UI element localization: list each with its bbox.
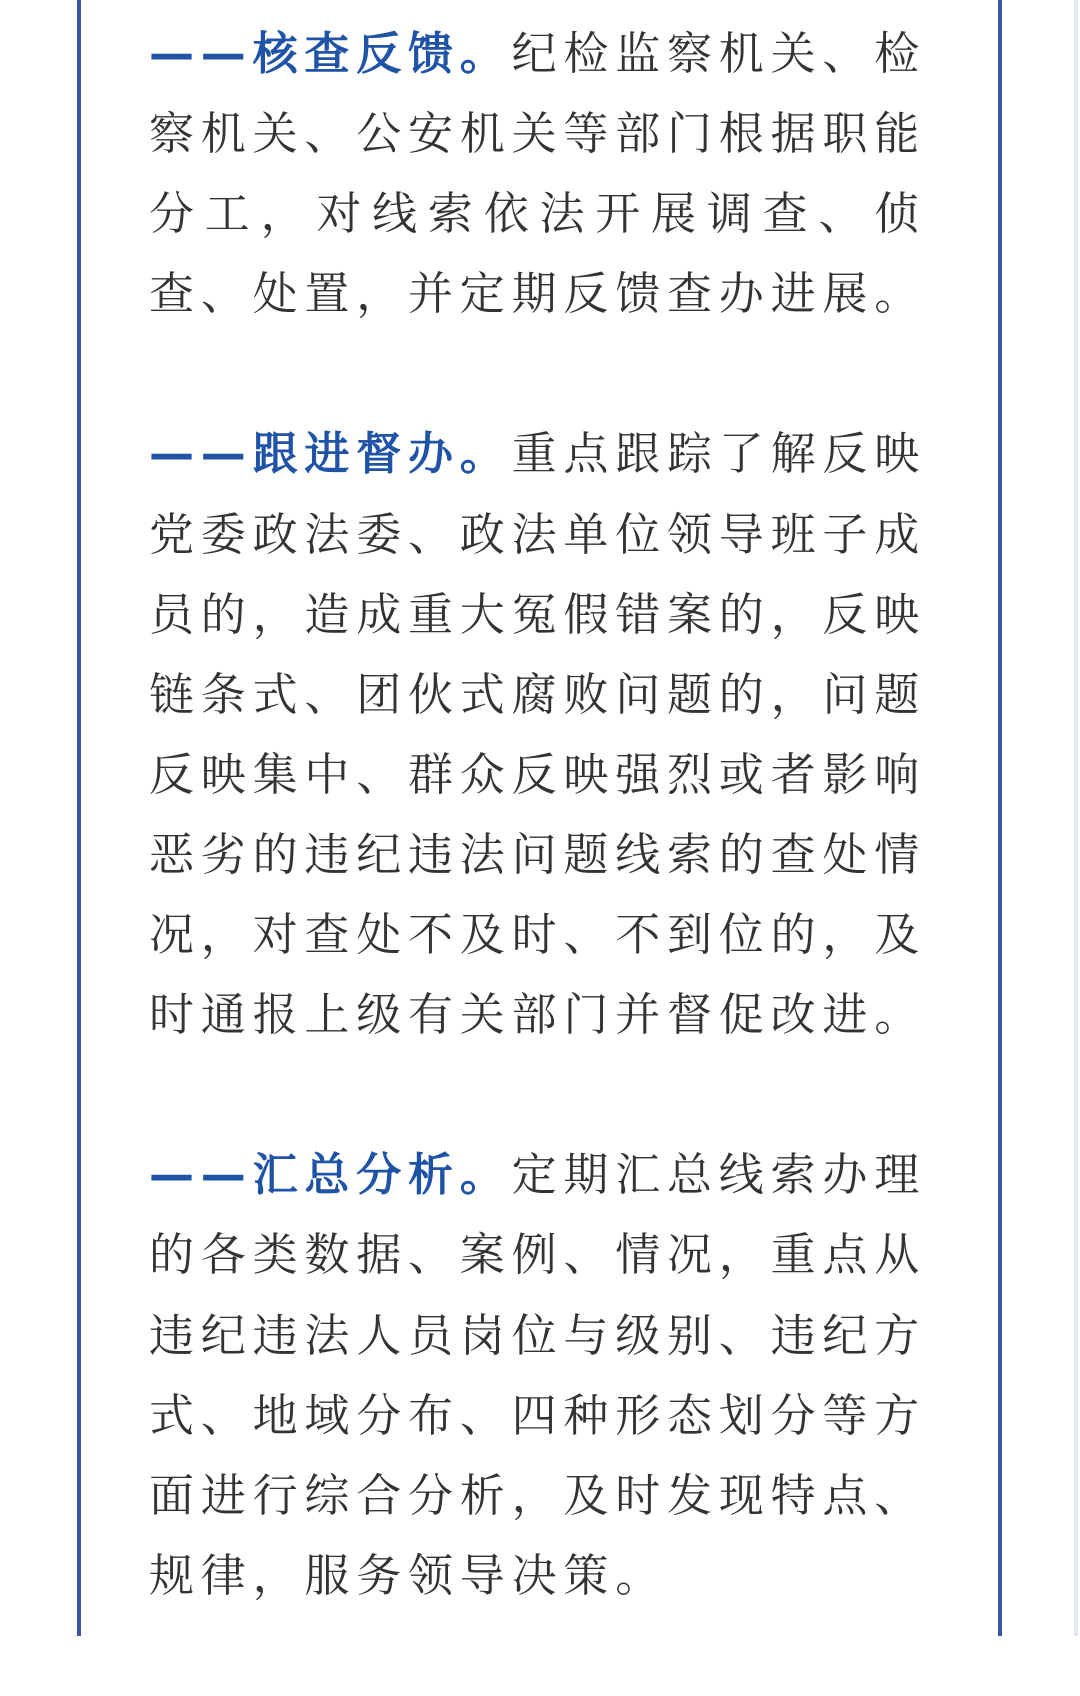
text-line: 分工，对线索依法开展调查、侦 (149, 187, 926, 241)
text-line (149, 414, 926, 494)
paragraph-verification-feedback (149, 14, 926, 334)
paragraph-summary-analysis (149, 1135, 926, 1616)
text-line: 恶劣的违纪违法问题线索的查处情 (149, 827, 927, 881)
paragraph-heading: ——跟进督办。 (149, 427, 512, 481)
text-line: 时通报上级有关部门并督促改进。 (149, 988, 927, 1042)
text-line: 员的，造成重大冤假错案的，反映 (149, 587, 927, 641)
text-segment: 重点跟踪了解反映 (511, 427, 927, 481)
text-line: 反映集中、群众反映强烈或者影响 (149, 747, 927, 801)
text-line: 察机关、公安机关等部门根据职能 (149, 107, 927, 161)
text-line: 规律，服务领导决策。 (149, 1548, 668, 1602)
text-line: 的各类数据、案例、情况，重点从 (149, 1228, 927, 1282)
text-line: 党委政法委、政法单位领导班子成 (149, 507, 927, 561)
article-body (149, 14, 926, 1696)
text-segment: 定期汇总线索办理 (511, 1148, 927, 1202)
text-line: 式、地域分布、四种形态划分等方 (149, 1388, 927, 1442)
left-frame-border (77, 0, 81, 1636)
text-segment: 纪检监察机关、检 (511, 27, 927, 80)
text-line (149, 1135, 926, 1215)
text-line (149, 14, 926, 94)
paragraph-follow-up-supervision (149, 414, 926, 1055)
text-line: 面进行综合分析，及时发现特点、 (149, 1468, 927, 1522)
text-line: 查、处置，并定期反馈查办进展。 (149, 267, 927, 321)
text-line: 况，对查处不及时、不到位的，及 (149, 908, 927, 962)
paragraph-heading: ——核查反馈。 (149, 27, 512, 80)
text-line: 链条式、团伙式腐败问题的，问题 (149, 667, 927, 721)
paragraph-heading: ——汇总分析。 (149, 1148, 512, 1202)
right-frame-border (998, 0, 1002, 1636)
text-line: 违纪违法人员岗位与级别、违纪方 (149, 1308, 927, 1362)
right-edge-shade (1074, 0, 1078, 1636)
